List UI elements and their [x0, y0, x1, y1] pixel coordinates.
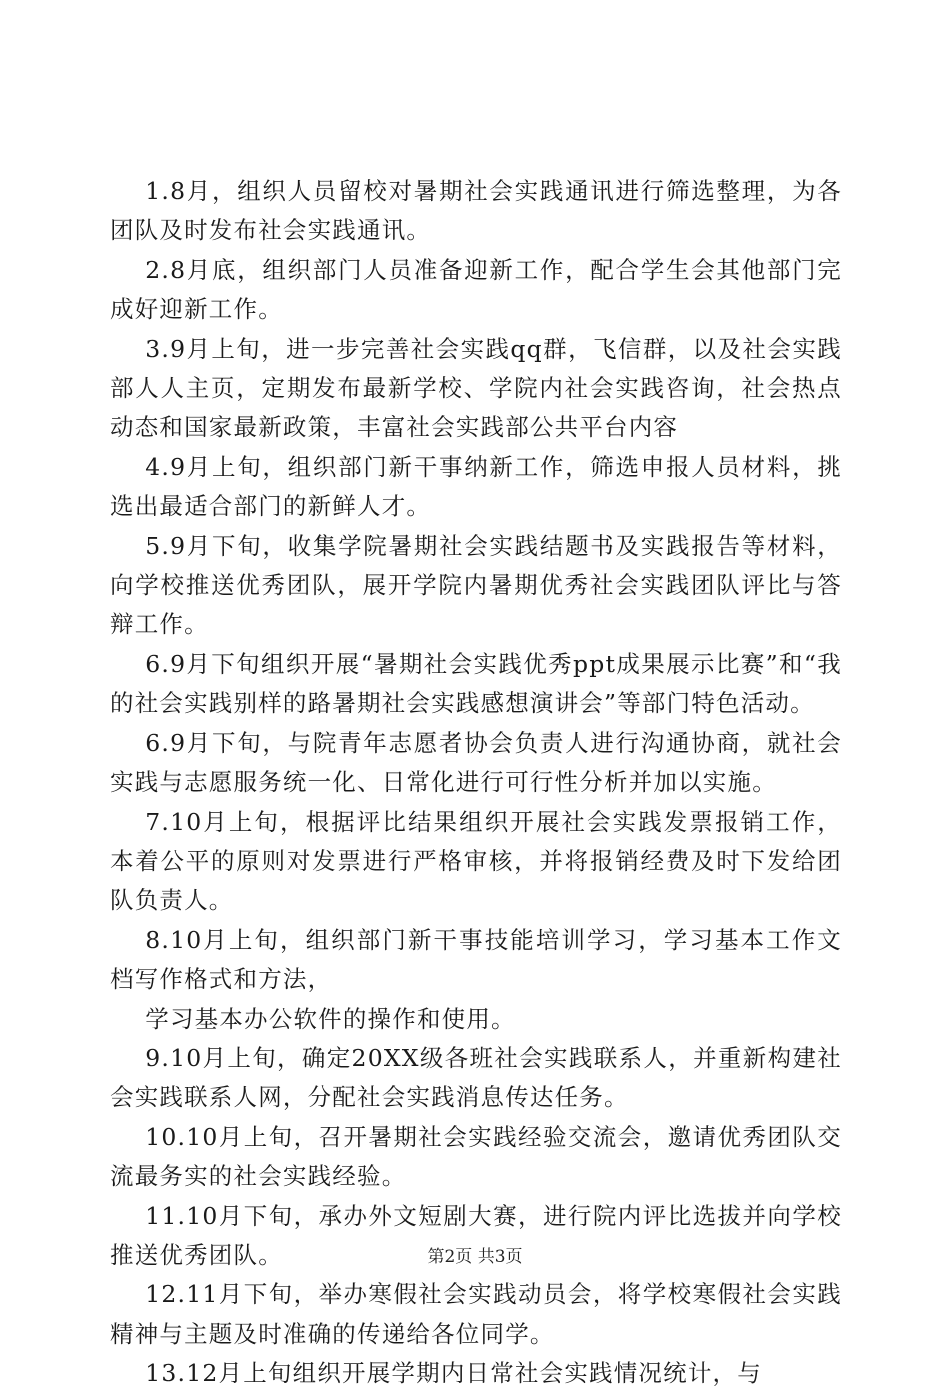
page-footer: 第2页 共3页 [427, 1247, 523, 1267]
paragraph-8: 7.10月上旬，根据评比结果组织开展社会实践发票报销工作，本着公平的原则对发票进行严格审核，并将报销经费及时下发给团队负责人。 [110, 807, 842, 915]
document-body [110, 172, 842, 1394]
paragraph-3: 3.9月上旬，进一步完善社会实践qq群，飞信群，以及社会实践部人人主页，定期发布最新学校、学院内社会实践咨询，社会热点动态和国家最新政策，丰富社会实践部公共平台内容 [110, 334, 842, 442]
paragraph-6: 6.9月下旬组织开展“暑期社会实践优秀ppt成果展示比赛”和“我的社会实践别样的路暑期社会实践感想演讲会”等部门特色活动。 [110, 649, 842, 718]
paragraph-4: 4.9月上旬，组织部门新干事纳新工作，筛选申报人员材料，挑选出最适合部门的新鲜人才。 [110, 452, 842, 521]
paragraph-7: 6.9月下旬，与院青年志愿者协会负责人进行沟通协商，就社会实践与志愿服务统一化、日常化进行可行性分析并加以实施。 [110, 728, 842, 797]
paragraph-1: 1.8月，组织人员留校对暑期社会实践通讯进行筛选整理，为各团队及时发布社会实践通讯。 [110, 177, 842, 245]
paragraph-5: 5.9月下旬，收集学院暑期社会实践结题书及实践报告等材料，向学校推送优秀团队，展开学院内暑期优秀社会实践团队评比与答辩工作。 [110, 531, 842, 639]
paragraph-2: 2.8月底，组织部门人员准备迎新工作，配合学生会其他部门完成好迎新工作。 [110, 255, 842, 324]
paragraph-10: 学习基本办公软件的操作和使用。 [145, 1004, 516, 1033]
paragraph-12: 10.10月上旬，召开暑期社会实践经验交流会，邀请优秀团队交流最务实的社会实践经验。 [110, 1122, 842, 1191]
paragraph-13: 11.10月下旬，承办外文短剧大赛，进行院内评比选拔并向学校推送优秀团队。 [110, 1201, 842, 1269]
paragraph-15: 13.12月上旬组织开展学期内日常社会实践情况统计，与 [145, 1359, 762, 1388]
paragraph-14: 12.11月下旬，举办寒假社会实践动员会，将学校寒假社会实践精神与主题及时准确的传递给各位同学。 [110, 1280, 842, 1348]
paragraph-9: 8.10月上旬，组织部门新干事技能培训学习，学习基本工作文档写作格式和方法， [110, 925, 842, 994]
paragraph-11: 9.10月上旬，确定20XX级各班社会实践联系人，并重新构建社会实践联系人网，分配社会实践消息传达任务。 [110, 1043, 842, 1112]
